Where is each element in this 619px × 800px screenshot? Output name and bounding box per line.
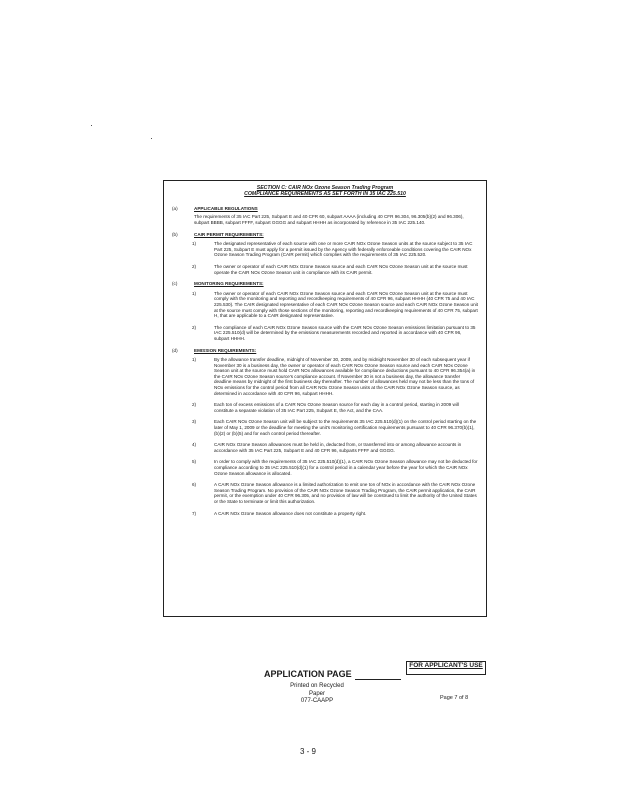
list-item <box>172 419 478 436</box>
footer-print-note <box>287 683 347 706</box>
section-title: APPLICABLE REGULATIONS <box>194 205 258 211</box>
document-page-number: 3 - 9 <box>300 747 317 756</box>
section-title: MONITORING REQUIREMENTS: <box>194 281 264 287</box>
item-text: CAIR NOx Ozone Season allowances must be held in, deducted from, or transferred into or among allowance accounts in accordance with 35 IAC Part 225, Subpart E and 40 CFR 96, subparts FFFF and GGGG. <box>214 442 462 453</box>
item-number: 2) <box>192 402 197 408</box>
item-text: The owner or operator of each CAIR NOx Ozone Season source and each CAIR NOx Ozone Season unit at the source must comply with the monitoring and reporting and recordkeeping requirements of 40 CFR 96, subpart HHHH (40 CFR 75 and 40 IAC 225.530). The CAIR designated representative of each CAIR NOx Ozone Season source and each CAIR NOx Ozone Season unit at the source must comply with those sections of the monitoring, reporting and recordkeeping requirements of 40 CFR 75, subpart H, that are applicable to a CAIR designated representative. <box>214 290 478 319</box>
section-header-line1: SECTION C: CAIR NOx Ozone Season Trading Program <box>256 185 394 191</box>
item-text: The compliance of each CAIR NOx Ozone Season source with the CAIR NOx Ozone Season emissions limitation pursuant to 35 IAC 225.510(d) will be determined by the emissions measurements recorded and reported in accordance with 40 CFR 96, subpart HHHH. <box>214 324 476 341</box>
section-header-line2: COMPLIANCE REQUIREMENTS AS SET FORTH IN 35 IAC 225.510 <box>244 191 406 198</box>
section-label: (a) <box>172 205 178 211</box>
section-label: (c) <box>172 281 178 287</box>
section-title: EMISSION REQUIREMENTS: <box>194 347 257 353</box>
item-number: 5) <box>192 459 197 465</box>
item-number: 2) <box>192 263 197 269</box>
item-text: The owner or operator of each CAIR NOx Ozone Season source and each CAIR NOx Ozone Season unit at the source must operate the CAIR NOx Ozone Season unit in compliance with its CAIR permit. <box>214 263 468 275</box>
item-text: Each ton of excess emissions of a CAIR NOx Ozone Season source for each day in a control period, starting in 2009 will constitute a separate violation of 35 IAC Part 225, Subpart E, the Act, and the CAA. <box>214 402 459 413</box>
list-item <box>172 482 478 504</box>
list-item <box>172 241 478 258</box>
section-header <box>172 185 478 198</box>
item-number: 1) <box>192 241 197 247</box>
compliance-section-box <box>163 180 487 617</box>
item-text: The designated representative of each source with one or more CAIR NOx Ozone Season units at the source subject to 35 IAC Part 225, Subpart E must apply for a permit issued by the Agency with federally enforceable conditions covering the CAIR NOx Ozone Season Trading Program (CAIR permit) which complies with the requirements of 35 IAC 225.520. <box>214 241 473 258</box>
item-text: A CAIR NOx Ozone Season allowance is a limited authorization to emit one ton of NOx in accordance with the CAIR NOx Ozone Season Trading Program. No provision of the CAIR NOx Ozone Season Trading Program, the CAIR permit application, the CAIR permit, or the exemption under 40 CFR 96.305, and no provision of law will be construed to limit the authority of the United States or the State to terminate or limit this authorization. <box>214 482 477 504</box>
item-number: 1) <box>192 290 197 296</box>
item-number: 2) <box>192 324 197 330</box>
item-number: 4) <box>192 442 197 448</box>
scan-speck: · <box>150 133 153 143</box>
item-number: 1) <box>192 357 197 363</box>
list-item <box>172 291 478 319</box>
list-item <box>172 357 478 396</box>
list-item <box>172 511 478 517</box>
item-text: By the allowance transfer deadline, midnight of November 30, 2009, and by midnight November 30 of each subsequent year if November 30 is a business day, the owner or operator of each CAIR NOx Ozone Season source and each CAIR NOx Ozone Season unit at the source must hold CAIR NOx allowances available for compliance deductions pursuant to 40 CFR 96.354(a) in the CAIR NOx Ozone Season source's compliance account. If November 30 is not a business day, the allowance transfer deadline means by midnight of the first business day thereafter. The number of allowances held may not be less than the tons of NOx emissions for the control period from all CAIR NOx Ozone Season units at the CAIR NOx Ozone Season source, as determined in accordance with 40 CFR 96, subpart HHHH. <box>214 357 476 396</box>
application-page-blank[interactable] <box>355 669 401 680</box>
list-item <box>172 442 478 453</box>
list-item <box>172 325 478 342</box>
section-c <box>172 281 478 287</box>
list-item <box>172 402 478 413</box>
section-label: (b) <box>172 231 178 237</box>
section-label: (d) <box>172 347 178 353</box>
for-applicants-use-box: FOR APPLICANT'S USE <box>406 661 486 675</box>
item-text: Each CAIR NOx Ozone Season unit will be subject to the requirements 35 IAC 225.510(d)(1) on the control period starting on the later of May 1, 2009 or the deadline for meeting the unit's monitoring certification requirements pursuant to 40 CFR 96.370(b)(1), (b)(2) or (b)(5) and for each control period thereafter. <box>214 419 477 436</box>
item-number: 3) <box>192 419 197 425</box>
footer-print-line1: Printed on Recycled Paper <box>290 683 344 697</box>
item-text: In order to comply with the requirements of 35 IAC 225.510(d)(1), a CAIR NOx Ozone Season allowance may not be deducted for compliance according to 35 IAC 225.510(d)(1) for a control period in a calendar year before the year for which the CAIR NOx Ozone Season allowance is allocated. <box>214 459 478 476</box>
section-a <box>172 206 478 212</box>
section-title: CAIR PERMIT REQUIREMENTS: <box>194 231 264 237</box>
footer-print-line2: 077-CAAPP <box>300 698 334 704</box>
list-item <box>172 264 478 275</box>
scan-speck: · <box>90 120 93 130</box>
item-number: 6) <box>192 482 197 488</box>
application-page-text: APPLICATION PAGE <box>264 669 352 679</box>
item-text: A CAIR NOx Ozone Season allowance does not constitute a property right. <box>214 510 367 516</box>
item-number: 7) <box>192 510 197 516</box>
page-number: Page 7 of 8 <box>440 695 469 701</box>
section-d <box>172 348 478 354</box>
section-b <box>172 232 478 238</box>
section-a-text: The requirements of 35 IAC Part 225, Subpart E and 40 CFR 60, subpart AAAA (including 40 CFR 96.304, 96.305(b)(2) and 96.306), subpart BBBB, subpart FFFF, subpart GGGG and subpart HHHH as incorporated by reference in 35 IAC 225.140. <box>194 214 464 225</box>
list-item <box>172 459 478 476</box>
application-page-label <box>264 669 401 680</box>
